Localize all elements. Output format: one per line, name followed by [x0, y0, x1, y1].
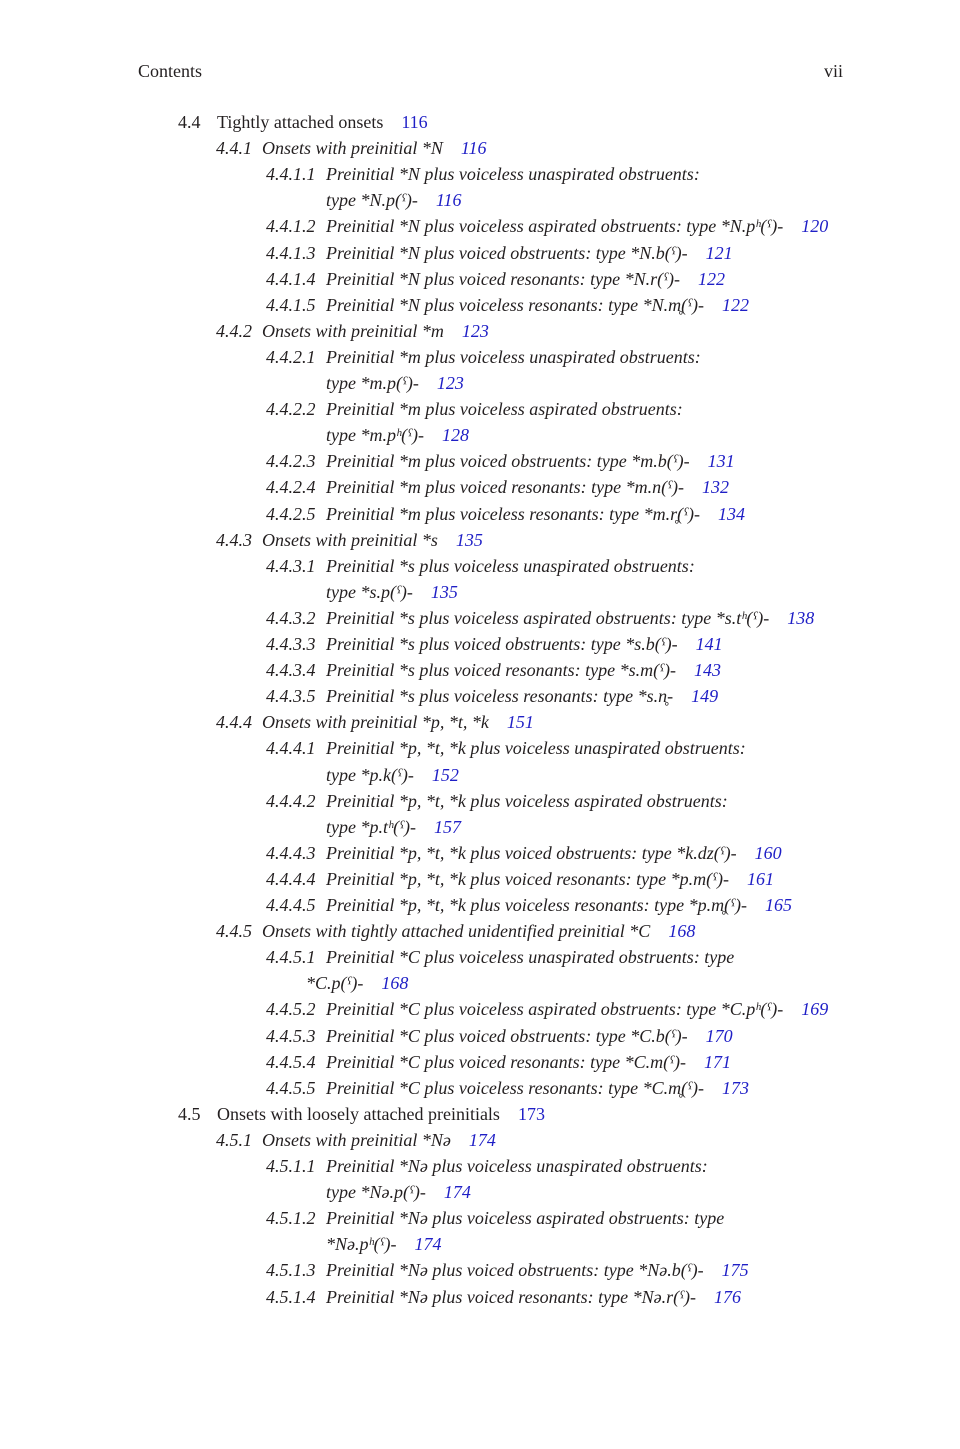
toc-entry-text: Preinitial *C plus voiceless resonants: type *C.m̥(ˁ)- [326, 1077, 704, 1098]
toc-entry-continuation-text [326, 372, 464, 394]
toc-page-link[interactable]: 174 [468, 1129, 496, 1150]
toc-entry-text: Preinitial *s plus voiced resonants: type *s.m(ˁ)- [326, 660, 676, 681]
toc-entry-text: Preinitial *N plus voiced obstruents: type *N.b(ˁ)- [326, 242, 688, 263]
toc-entry-text: Preinitial *C plus voiceless aspirated obstruents: type *C.pʰ(ˁ)- [326, 999, 784, 1020]
toc-entry-number: 4.4.4.3 [266, 842, 316, 863]
toc-page-link[interactable]: 173 [517, 1103, 545, 1124]
toc-entry-text: Preinitial *Nə plus voiced obstruents: type *Nə.b(ˁ)- [326, 1260, 704, 1281]
toc-entry-number: 4.4.5.5 [266, 1077, 316, 1098]
toc-page-link[interactable]: 131 [707, 451, 735, 472]
toc-entry-title [217, 111, 428, 133]
toc-entry-number: 4.4.4.1 [266, 738, 316, 759]
toc-entry-continuation-text [326, 581, 458, 603]
toc-entry-title [262, 920, 695, 942]
toc-page-link[interactable]: 169 [801, 999, 829, 1020]
toc-entry-number: 4.4.5.2 [266, 999, 316, 1020]
toc-page-link[interactable]: 135 [430, 581, 458, 602]
toc-entry-number: 4.4.5.1 [266, 947, 316, 968]
toc-entry-title [262, 320, 489, 342]
running-head-title: Contents [138, 61, 203, 81]
toc-entry-number: 4.4.3 [216, 529, 252, 550]
toc-entry-text: Onsets with tightly attached unidentified preinitial *C [262, 921, 651, 942]
toc-entry-title [326, 476, 729, 498]
toc-entry-text: Onsets with preinitial *p, *t, *k [262, 712, 489, 733]
toc-page-link[interactable]: 123 [436, 373, 464, 393]
toc-entry-title [326, 607, 814, 629]
toc-entry-title [326, 1051, 731, 1073]
toc-entry-title [326, 1025, 733, 1047]
toc-entry-number: 4.4.3.1 [266, 555, 316, 576]
toc-entry-text: Onsets with loosely attached preinitials [217, 1103, 500, 1124]
toc-page-link[interactable]: 151 [506, 712, 534, 733]
toc-entry-text: Onsets with preinitial *N [262, 138, 443, 159]
toc-entry-continuation-text [306, 972, 408, 994]
toc-page-link[interactable]: 121 [705, 242, 733, 263]
toc-entry-text-cont: type *p.k(ˁ)- [326, 764, 414, 785]
toc-page-link[interactable]: 161 [746, 868, 774, 889]
toc-page-link[interactable]: 116 [401, 112, 428, 132]
toc-entry-text: Preinitial *C plus voiceless unaspirated obstruents: type [326, 947, 735, 968]
toc-entry-text: Preinitial *N plus voiced resonants: type *N.r(ˁ)- [326, 268, 681, 289]
toc-page-link[interactable]: 175 [721, 1260, 749, 1281]
toc-entry-text: Preinitial *s plus voiceless unaspirated obstruents: [326, 555, 695, 576]
toc-entry-number: 4.5.1.3 [266, 1260, 316, 1281]
running-head [138, 60, 843, 82]
toc-entry-number: 4.4.4.4 [266, 868, 316, 889]
toc-page-link[interactable]: 170 [705, 1025, 733, 1046]
toc-page-link[interactable]: 165 [764, 895, 792, 915]
toc-entry-title [326, 450, 735, 472]
toc-entry-text-cont: *C.p(ˁ)- [306, 973, 364, 994]
toc-entry-title [262, 1129, 496, 1151]
toc-entry-continuation-text [326, 1181, 471, 1203]
toc-entry-title [326, 946, 734, 968]
toc-page-link[interactable]: 128 [441, 425, 469, 446]
toc-entry-text: Onsets with preinitial *s [262, 529, 438, 550]
toc-entry-number: 4.4.1.4 [266, 268, 316, 289]
toc-entry-title [262, 711, 534, 733]
toc-entry-title [326, 1207, 724, 1229]
toc-entry-number: 4.4.4.5 [266, 895, 316, 915]
toc-entry-text: Preinitial *N plus voiceless aspirated obstruents: type *N.pʰ(ˁ)- [326, 216, 784, 237]
toc-page-link[interactable]: 173 [722, 1077, 749, 1098]
toc-entry-number: 4.5.1 [216, 1129, 252, 1150]
toc-entry-title [326, 868, 774, 890]
toc-entry-title [326, 268, 725, 290]
toc-page-link[interactable]: 152 [431, 764, 459, 785]
toc-page-link[interactable]: 171 [704, 1051, 731, 1072]
toc-entry-title [326, 294, 749, 316]
toc-entry-number: 4.4.5.3 [266, 1025, 316, 1046]
toc-page-link[interactable]: 176 [713, 1286, 741, 1307]
toc-entry-number: 4.4.1.2 [266, 216, 316, 237]
toc-entry-text: Preinitial *m plus voiced resonants: type *m.n(ˁ)- [326, 477, 684, 498]
toc-entry-number: 4.5.1.1 [266, 1156, 316, 1176]
toc-entry-text: Preinitial *p, *t, *k plus voiceless aspirated obstruents: [326, 790, 728, 811]
toc-entry-text: Preinitial *Nə plus voiceless aspirated obstruents: type [326, 1208, 725, 1229]
toc-page-link[interactable]: 174 [443, 1182, 471, 1203]
toc-entry-title [326, 555, 695, 577]
toc-entry-title [326, 242, 733, 264]
toc-entry-continuation-text [326, 424, 469, 446]
toc-entry-title [326, 1286, 741, 1308]
toc-entry-title [326, 998, 828, 1020]
toc-page-link[interactable]: 122 [722, 294, 749, 315]
toc-entry-title [326, 1155, 708, 1177]
toc-page-link[interactable]: 123 [461, 320, 489, 341]
toc-entry-number: 4.5 [178, 1103, 201, 1124]
toc-entry-text-cont: type *s.p(ˁ)- [326, 581, 413, 602]
toc-entry-number: 4.4.2.1 [266, 346, 316, 367]
toc-entry-number: 4.4.3.3 [266, 634, 316, 654]
toc-entry-text: Preinitial *s plus voiceless resonants: type *s.n̥- [326, 686, 674, 707]
toc-entry-title [326, 894, 792, 916]
toc-page-link[interactable]: 143 [694, 660, 721, 681]
toc-entry-number: 4.4 [178, 112, 201, 132]
toc-entry-title [326, 1077, 749, 1099]
toc-entry-title [326, 633, 723, 655]
toc-page-link[interactable]: 116 [460, 138, 487, 159]
toc-entry-text: Tightly attached onsets [217, 112, 384, 132]
toc-page-link[interactable]: 160 [754, 842, 782, 863]
toc-entry-title [326, 790, 728, 812]
toc-entry-number: 4.4.2.5 [266, 503, 316, 524]
toc-entry-number: 4.4.2.3 [266, 451, 316, 472]
toc-entry-number: 4.4.3.4 [266, 660, 316, 681]
toc-entry-text: Preinitial *p, *t, *k plus voiced resonants: type *p.m(ˁ)- [326, 868, 729, 889]
toc-entry-title [262, 529, 483, 551]
toc-entry-text: Onsets with preinitial *m [262, 320, 444, 341]
toc-entry-text-cont: type *p.tʰ(ˁ)- [326, 816, 416, 837]
toc-entry-number: 4.4.1.1 [266, 164, 316, 185]
toc-page-link[interactable]: 134 [718, 503, 745, 524]
toc-entry-continuation-text [326, 764, 459, 786]
toc-entry-number: 4.4.1.5 [266, 294, 316, 315]
toc-entry-title [326, 503, 745, 525]
toc-page-link[interactable]: 168 [668, 921, 696, 942]
toc-entry-title [326, 163, 700, 185]
toc-entry-text: Preinitial *m plus voiced obstruents: type *m.b(ˁ)- [326, 451, 690, 472]
toc-entry-title [326, 659, 721, 681]
toc-entry-number: 4.4.2.2 [266, 399, 316, 420]
toc-entry-text: Preinitial *N plus voiceless resonants: type *N.m̥(ˁ)- [326, 294, 704, 315]
toc-entry-number: 4.4.3.2 [266, 607, 316, 628]
toc-entry-text: Preinitial *m plus voiceless resonants: type *m.r̥(ˁ)- [326, 503, 700, 524]
toc-entry-number: 4.4.3.5 [266, 686, 316, 707]
toc-entry-title [262, 137, 487, 159]
toc-entry-title [326, 737, 746, 759]
toc-page-link[interactable]: 116 [435, 190, 462, 211]
toc-entry-number: 4.4.4 [216, 712, 252, 733]
toc-page-link[interactable]: 132 [702, 477, 729, 498]
toc-entry-title [326, 842, 782, 864]
toc-page-link[interactable]: 174 [414, 1234, 442, 1255]
page-number: vii [823, 61, 843, 81]
toc-entry-number: 4.4.1 [216, 138, 252, 159]
toc-entry-text: Preinitial *C plus voiced obstruents: type *C.b(ˁ)- [326, 1025, 688, 1046]
toc-entry-text: Preinitial *C plus voiced resonants: type *C.m(ˁ)- [326, 1051, 686, 1072]
toc-entry-text: Preinitial *p, *t, *k plus voiceless resonants: type *p.m̥(ˁ)- [326, 895, 747, 915]
toc-entry-text: Preinitial *m plus voiceless unaspirated obstruents: [326, 346, 701, 367]
toc-page-link[interactable]: 157 [433, 816, 461, 837]
toc-page-link[interactable]: 120 [801, 216, 829, 237]
toc-entry-text: Preinitial *s plus voiced obstruents: type *s.b(ˁ)- [326, 634, 678, 654]
toc-entry-title [326, 398, 683, 420]
toc-entry-title [217, 1103, 545, 1125]
toc-entry-text-cont: type *N.p(ˁ)- [326, 190, 418, 211]
toc-entry-text: Preinitial *p, *t, *k plus voiceless unaspirated obstruents: [326, 738, 746, 759]
toc-entry-title [326, 1259, 749, 1281]
toc-entry-text-cont: type *m.pʰ(ˁ)- [326, 425, 424, 446]
toc-entry-text-cont: type *Nə.p(ˁ)- [326, 1182, 426, 1203]
toc-entry-text-cont: *Nə.pʰ(ˁ)- [326, 1234, 397, 1255]
toc-page-link[interactable]: 141 [695, 634, 723, 654]
toc-entry-text-cont: type *m.p(ˁ)- [326, 373, 419, 393]
toc-entry-number: 4.4.2 [216, 320, 252, 341]
toc-entry-number: 4.4.4.2 [266, 790, 316, 811]
toc-entry-text: Onsets with preinitial *Nə [262, 1129, 451, 1150]
toc-page-link[interactable]: 168 [381, 973, 409, 994]
toc-page-link[interactable]: 149 [691, 686, 719, 707]
toc-entry-number: 4.4.5 [216, 921, 252, 942]
toc-entry-continuation-text [326, 1233, 441, 1255]
toc-entry-text: Preinitial *Nə plus voiced resonants: type *Nə.r(ˁ)- [326, 1286, 696, 1307]
toc-entry-title [326, 215, 828, 237]
toc-entry-text: Preinitial *N plus voiceless unaspirated obstruents: [326, 164, 700, 185]
toc-entry-title [326, 346, 701, 368]
toc-entry-number: 4.4.5.4 [266, 1051, 316, 1072]
toc-entry-number: 4.4.1.3 [266, 242, 316, 263]
toc-page-link[interactable]: 122 [698, 268, 726, 289]
toc-entry-number: 4.5.1.4 [266, 1286, 316, 1307]
toc-entry-number: 4.4.2.4 [266, 477, 316, 498]
toc-entry-continuation-text [326, 189, 462, 211]
toc-entry-continuation-text [326, 816, 461, 838]
toc-entry-title [326, 685, 718, 707]
toc-entry-text: Preinitial *s plus voiceless aspirated obstruents: type *s.tʰ(ˁ)- [326, 607, 770, 628]
toc-entry-text: Preinitial *Nə plus voiceless unaspirated obstruents: [326, 1156, 708, 1176]
toc-page-link[interactable]: 135 [455, 529, 483, 550]
toc-entry-number: 4.5.1.2 [266, 1208, 316, 1229]
toc-page-link[interactable]: 138 [787, 607, 815, 628]
toc-entry-text: Preinitial *m plus voiceless aspirated obstruents: [326, 399, 683, 420]
toc-entry-text: Preinitial *p, *t, *k plus voiced obstruents: type *k.dz(ˁ)- [326, 842, 737, 863]
